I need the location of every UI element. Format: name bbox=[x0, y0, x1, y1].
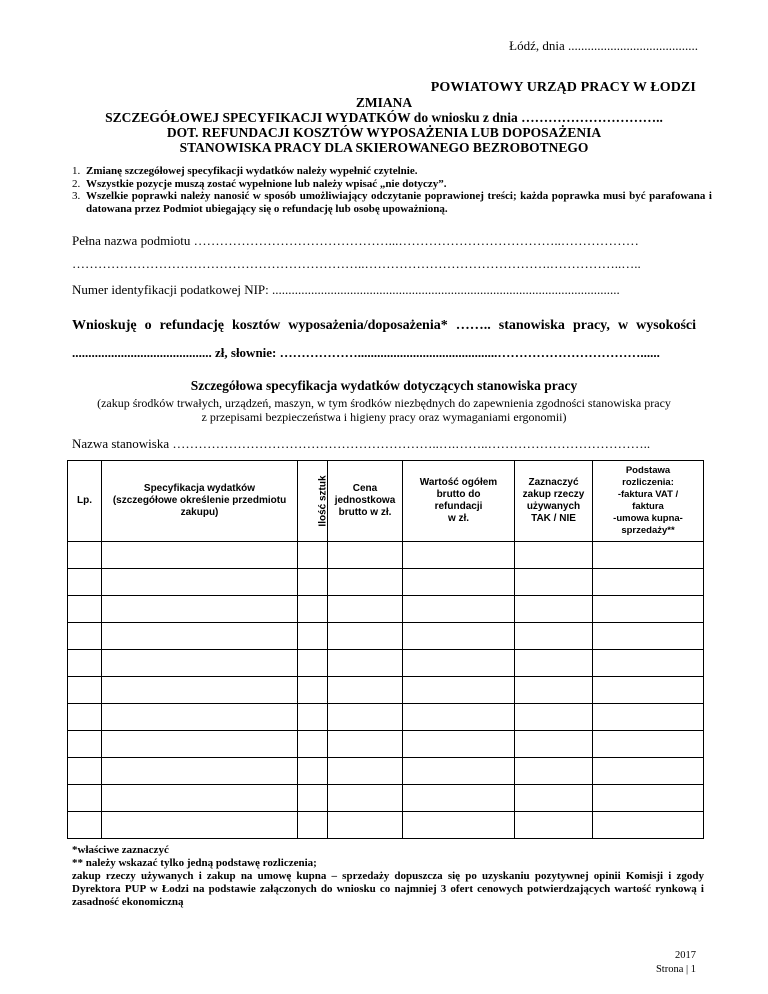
table-cell[interactable] bbox=[593, 758, 704, 785]
table-cell[interactable] bbox=[515, 542, 593, 569]
footnotes bbox=[72, 844, 704, 909]
table-cell[interactable] bbox=[102, 731, 298, 758]
table-cell[interactable] bbox=[328, 596, 403, 623]
table-cell[interactable] bbox=[68, 677, 102, 704]
table-cell[interactable] bbox=[328, 677, 403, 704]
table-cell[interactable] bbox=[68, 542, 102, 569]
table-cell[interactable] bbox=[298, 542, 328, 569]
table-cell[interactable] bbox=[593, 542, 704, 569]
table-body bbox=[68, 542, 704, 839]
table-cell[interactable] bbox=[298, 785, 328, 812]
table-cell[interactable] bbox=[403, 704, 515, 731]
section-subtitle: (zakup środków trwałych, urządzeń, maszyn, w tym środków niezbędnych do zapewnienia zgodności stanowiska pracy z przepisami bezpieczeństwa i higieny pracy oraz wymaganiami ergonomii) bbox=[97, 396, 671, 424]
table-cell[interactable] bbox=[68, 596, 102, 623]
table-cell[interactable] bbox=[328, 785, 403, 812]
table-cell[interactable] bbox=[68, 623, 102, 650]
expense-specification-table bbox=[67, 460, 704, 839]
organization-name: POWIATOWY URZĄD PRACY W ŁODZI bbox=[430, 80, 696, 95]
table-cell[interactable] bbox=[593, 623, 704, 650]
table-row bbox=[68, 542, 704, 569]
full-name-field[interactable]: Pełna nazwa podmiotu ………………………………………...………………………………..……………… bbox=[72, 233, 639, 248]
table-row bbox=[68, 650, 704, 677]
table-cell[interactable] bbox=[102, 542, 298, 569]
table-cell[interactable] bbox=[403, 677, 515, 704]
table-cell[interactable] bbox=[403, 542, 515, 569]
table-cell[interactable] bbox=[515, 623, 593, 650]
table-cell[interactable] bbox=[298, 812, 328, 839]
table-cell[interactable] bbox=[328, 731, 403, 758]
table-cell[interactable] bbox=[403, 623, 515, 650]
table-cell[interactable] bbox=[515, 731, 593, 758]
header-unit-price: Cena jednostkowa brutto w zł. bbox=[328, 461, 403, 542]
table-cell[interactable] bbox=[68, 785, 102, 812]
table-cell[interactable] bbox=[102, 812, 298, 839]
footnote-3: zakup rzeczy używanych i zakup na umowę kupna – sprzedaży dopuszcza się po uzyskaniu pozytywnej opinii Komisji i zgody Dyrektora PUP w Łodzi na podstawie załączonych do wniosku co najmniej 3 ofert cenowych potwierdzających wartość rynkową i zasadność ekonomiczną bbox=[72, 870, 704, 908]
instruction-item: 2. Wszystkie pozycje muszą zostać wypełnione lub należy wpisać „nie dotyczy”. bbox=[72, 178, 712, 191]
table-cell[interactable] bbox=[593, 704, 704, 731]
table-cell[interactable] bbox=[298, 596, 328, 623]
table-cell[interactable] bbox=[593, 650, 704, 677]
table-cell[interactable] bbox=[328, 569, 403, 596]
table-cell[interactable] bbox=[403, 650, 515, 677]
table-cell[interactable] bbox=[515, 677, 593, 704]
table-cell[interactable] bbox=[298, 677, 328, 704]
table-cell[interactable] bbox=[515, 650, 593, 677]
table-cell[interactable] bbox=[593, 731, 704, 758]
table-row bbox=[68, 812, 704, 839]
table-cell[interactable] bbox=[515, 785, 593, 812]
table-cell[interactable] bbox=[403, 785, 515, 812]
table-cell[interactable] bbox=[102, 758, 298, 785]
table-cell[interactable] bbox=[515, 596, 593, 623]
table-cell[interactable] bbox=[68, 569, 102, 596]
table-cell[interactable] bbox=[102, 623, 298, 650]
instruction-item: 1. Zmianę szczegółowej specyfikacji wydatków należy wypełnić czytelnie. bbox=[72, 165, 712, 178]
table-row bbox=[68, 596, 704, 623]
table-cell[interactable] bbox=[298, 569, 328, 596]
table-row bbox=[68, 704, 704, 731]
section-title: Szczegółowa specyfikacja wydatków dotyczących stanowiska pracy bbox=[190, 378, 578, 393]
table-cell[interactable] bbox=[515, 569, 593, 596]
document-title bbox=[60, 95, 708, 155]
table-row bbox=[68, 758, 704, 785]
refund-amount-line[interactable]: ........................................... zł, słownie: ………………...........................................……………………………...... bbox=[72, 345, 660, 360]
table-cell[interactable] bbox=[68, 650, 102, 677]
table-cell[interactable] bbox=[328, 650, 403, 677]
header-lp: Lp. bbox=[68, 461, 102, 542]
instructions-list bbox=[72, 165, 712, 215]
table-cell[interactable] bbox=[68, 758, 102, 785]
footer-year: 2017 bbox=[675, 950, 696, 961]
instruction-item: 3. Wszelkie poprawki należy nanosić w sposób umożliwiający odczytanie poprawionej treści; każda poprawka musi być parafowana i datowana przez Podmiot ubiegający się o refundację lub osobę upoważnioną. bbox=[72, 190, 712, 215]
table-row bbox=[68, 569, 704, 596]
table-cell[interactable] bbox=[68, 731, 102, 758]
full-name-field-continuation[interactable]: …………………………………………………………..…………………………………….……………..….. bbox=[72, 256, 641, 271]
table-cell[interactable] bbox=[593, 812, 704, 839]
header-total-value: Wartość ogółem brutto do refundacji w zł. bbox=[403, 461, 515, 542]
table-cell[interactable] bbox=[102, 785, 298, 812]
position-name-field[interactable]: Nazwa stanowiska ……………………………………………………..….……..……………………………….. bbox=[72, 436, 651, 451]
table-cell[interactable] bbox=[102, 569, 298, 596]
table-cell[interactable] bbox=[328, 758, 403, 785]
table-cell[interactable] bbox=[328, 812, 403, 839]
title-line-3: DOT. REFUNDACJI KOSZTÓW WYPOSAŻENIA LUB DOPOSAŻENIA bbox=[166, 125, 602, 140]
date-line: Łódź, dnia ........................................ bbox=[509, 38, 698, 53]
table-cell[interactable] bbox=[298, 623, 328, 650]
table-cell[interactable] bbox=[68, 812, 102, 839]
table-cell[interactable] bbox=[593, 785, 704, 812]
header-quantity: Ilość sztuk bbox=[298, 461, 328, 542]
header-specification: Specyfikacja wydatków (szczegółowe określenie przedmiotu zakupu) bbox=[102, 461, 298, 542]
table-row bbox=[68, 785, 704, 812]
table-cell[interactable] bbox=[403, 731, 515, 758]
table-cell[interactable] bbox=[298, 704, 328, 731]
table-cell[interactable] bbox=[515, 758, 593, 785]
table-cell[interactable] bbox=[403, 569, 515, 596]
table-cell[interactable] bbox=[68, 704, 102, 731]
nip-field[interactable]: Numer identyfikacji podatkowej NIP: ........................................................................................................... bbox=[72, 282, 620, 297]
title-line-2: SZCZEGÓŁOWEJ SPECYFIKACJI WYDATKÓW do wniosku z dnia ………………………….. bbox=[105, 110, 663, 125]
table-cell[interactable] bbox=[515, 812, 593, 839]
table-row bbox=[68, 623, 704, 650]
table-row bbox=[68, 731, 704, 758]
instruction-text: Wszystkie pozycje muszą zostać wypełnione lub należy wpisać „nie dotyczy”. bbox=[86, 177, 447, 190]
page-number: Strona | 1 bbox=[655, 964, 696, 975]
table-header-row bbox=[68, 461, 704, 542]
table-cell[interactable] bbox=[593, 677, 704, 704]
table-cell[interactable] bbox=[298, 650, 328, 677]
table-cell[interactable] bbox=[298, 758, 328, 785]
header-used-items: Zaznaczyć zakup rzeczy używanych TAK / NIE bbox=[515, 461, 593, 542]
table-cell[interactable] bbox=[328, 623, 403, 650]
table-cell[interactable] bbox=[102, 677, 298, 704]
table-cell[interactable] bbox=[102, 704, 298, 731]
instruction-text: Zmianę szczegółowej specyfikacji wydatków należy wypełnić czytelnie. bbox=[86, 165, 418, 177]
table-cell[interactable] bbox=[102, 650, 298, 677]
table-cell[interactable] bbox=[328, 704, 403, 731]
footnote-2: ** należy wskazać tylko jedną podstawę rozliczenia; bbox=[72, 857, 317, 869]
table-cell[interactable] bbox=[403, 596, 515, 623]
header-settlement-basis: Podstawa rozliczenia: -faktura VAT / faktura -umowa kupna- sprzedaży** bbox=[593, 461, 704, 542]
table-cell[interactable] bbox=[298, 731, 328, 758]
table-cell[interactable] bbox=[403, 758, 515, 785]
title-line-4: STANOWISKA PRACY DLA SKIEROWANEGO BEZROBOTNEGO bbox=[179, 140, 589, 155]
title-line-1: ZMIANA bbox=[355, 95, 413, 110]
table-row bbox=[68, 677, 704, 704]
refund-request-line: Wnioskuję o refundację kosztów wyposażenia/doposażenia* …….. stanowiska pracy, w wysokości bbox=[72, 318, 696, 333]
footnote-1: *właściwe zaznaczyć bbox=[72, 844, 169, 856]
instruction-text: Wszelkie poprawki należy nanosić w sposób umożliwiający odczytanie poprawionej treści; każda poprawka musi być parafowana i datowana przez Podmiot ubiegający się o refundację lub osobę upoważnioną. bbox=[86, 190, 712, 215]
table-cell[interactable] bbox=[102, 596, 298, 623]
table-cell[interactable] bbox=[515, 704, 593, 731]
table-cell[interactable] bbox=[593, 569, 704, 596]
table-cell[interactable] bbox=[403, 812, 515, 839]
table-cell[interactable] bbox=[593, 596, 704, 623]
table-cell[interactable] bbox=[328, 542, 403, 569]
